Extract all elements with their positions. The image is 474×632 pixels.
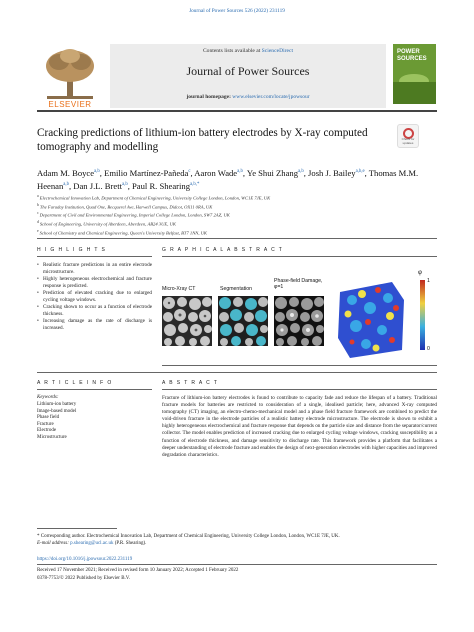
colorbar-max: 1: [427, 278, 430, 284]
author-name[interactable]: [194, 168, 243, 178]
author-affiliation-marks[interactable]: a,b: [94, 169, 100, 174]
phase-field-panel: [274, 296, 324, 346]
affiliation-mark: d: [37, 220, 40, 225]
ga-label-ct: Micro-Xray CT: [162, 286, 196, 292]
affiliation-mark: e: [37, 228, 40, 233]
author-name[interactable]: [73, 181, 127, 191]
author-affiliation-marks[interactable]: a,b,*: [190, 181, 200, 187]
author-name-text: Thomas M.M. Heenan: [37, 167, 419, 191]
article-info-rule: [37, 389, 152, 390]
crossmark-label: Check for updates: [401, 137, 415, 145]
homepage-prefix: journal homepage:: [186, 94, 233, 100]
header-divider: [37, 110, 437, 112]
highlights-rule: [37, 256, 152, 257]
damage-3d-panel: [330, 278, 412, 360]
highlight-item: • Realistic fracture predictions in an entire electrode microstructure.: [37, 262, 152, 276]
author-name-text: Dan J.L. Brett: [73, 180, 122, 191]
abstract-heading: A B S T R A C T: [162, 380, 219, 386]
graphical-abstract-bottom-rule: [162, 365, 437, 366]
ct-scan-panel: [162, 296, 212, 346]
keywords-list: [37, 402, 76, 442]
contents-line: [110, 48, 386, 54]
highlight-item: • Cracking shown to occur as a function of electrode thickness.: [37, 304, 152, 318]
author-name[interactable]: [104, 168, 190, 178]
author-name[interactable]: [37, 168, 100, 178]
email-label: E-mail address:: [37, 541, 69, 546]
author-name-text: Ye Shui Zhang: [246, 167, 299, 178]
highlight-item: • Prediction of elevated cracking due to enlarged cycling voltage windows.: [37, 290, 152, 304]
affiliation: [37, 202, 437, 211]
author-name[interactable]: [132, 181, 199, 191]
graphical-abstract-heading: G R A P H I C A L A B S T R A C T: [162, 247, 284, 253]
keyword-item: Image-based model: [37, 408, 77, 414]
affiliation-mark: a: [37, 194, 40, 198]
journal-title: Journal of Power Sources: [186, 64, 310, 78]
affiliation-text: Electrochemical Innovation Lab, Department of Chemical Engineering, University College London, London, WC1E 7JE, UK: [39, 195, 271, 201]
affiliation-divider: [37, 238, 437, 239]
abstract-rule: [162, 389, 437, 390]
keyword-item: Microstructure: [37, 434, 67, 440]
author-affiliation-marks[interactable]: a,b: [298, 169, 304, 174]
affiliation-list: [37, 193, 437, 237]
affiliation-text: School of Chemistry and Chemical Engineering, Queen's University Belfast, BT7 1NN, UK: [39, 230, 208, 236]
journal-reference[interactable]: Journal of Power Sources 526 (2022) 231119: [189, 8, 285, 14]
journal-cover-image[interactable]: [393, 44, 436, 104]
keyword-item: Lithium-ion battery: [37, 402, 77, 407]
graphical-abstract-figure: [162, 270, 437, 362]
footnote-divider: [37, 528, 117, 529]
author-name-text: Adam M. Boyce: [37, 167, 95, 178]
section-divider: [37, 372, 437, 373]
affiliation-mark: c: [37, 211, 40, 216]
highlight-item: • Increasing damage as the rate of discharge is increased.: [37, 318, 152, 332]
highlight-item: • Highly heterogeneous electrochemical and fracture response is predicted.: [37, 276, 152, 290]
email-name: (P.R. Shearing).: [114, 541, 147, 546]
author-name[interactable]: [247, 168, 304, 178]
affiliation: [37, 193, 437, 202]
affiliation: [37, 219, 437, 228]
affiliation-mark: b: [37, 202, 40, 207]
sciencedirect-link[interactable]: ScienceDirect: [261, 48, 294, 54]
author-name-text: Paul R. Shearing: [132, 180, 191, 191]
highlights-heading: H I G H L I G H T S: [37, 247, 107, 253]
affiliation-text: The Faraday Institution, Quad One, Becquerel Ave, Harwell Campus, Didcot, OX11 0RA, UK: [39, 204, 213, 210]
ga-label-damage: Phase-field Damage, φ=1: [274, 278, 323, 290]
email-link[interactable]: p.shearing@ucl.ac.uk: [70, 541, 114, 546]
author-name-text: Josh J. Bailey: [308, 167, 356, 178]
affiliation: [37, 228, 437, 237]
author-affiliation-marks[interactable]: a,b,e: [355, 169, 365, 174]
journal-homepage-line: [110, 94, 386, 100]
footnote-mark: *: [37, 534, 40, 539]
colorbar: [420, 280, 425, 350]
affiliation-text: School of Engineering, University of Aberdeen, Aberdeen, AB24 3UE, UK: [39, 221, 176, 227]
ga-label-segmentation: Segmentation: [220, 286, 253, 292]
article-title: Cracking predictions of lithium-ion battery electrodes by X-ray computed tomography and modelling: [37, 127, 368, 153]
highlights-list: [37, 262, 152, 332]
crossmark-button[interactable]: [397, 124, 419, 148]
segmentation-panel: [218, 296, 268, 346]
author-name[interactable]: [308, 168, 365, 178]
doi-divider: [37, 564, 437, 565]
elsevier-wordmark: ELSEVIER: [48, 100, 92, 109]
author-name-text: Aaron Wade: [194, 167, 238, 178]
graphical-abstract-rule: [162, 256, 437, 257]
doi-link[interactable]: https://doi.org/10.1016/j.jpowsour.2022.231119: [37, 557, 133, 562]
keyword-item: Electrode: [37, 428, 57, 434]
author-affiliation-marks[interactable]: a,b: [237, 169, 243, 174]
footnote-corresponding: Corresponding author. Electrochemical Innovation Lab, Department of Chemical Engineering, University College London, London, WC1E 7JE, UK.: [40, 534, 340, 539]
author-affiliation-marks[interactable]: a,b: [121, 181, 128, 187]
author-list: Adam M. Boyce$^{a,b}$, Emilio Martínez-Pañeda$^c$, Aaron Wade$^{a,b}$, Ye Shui Zhang$^{a,b}$, Josh J. Bailey$^{a,b,e}$, Thomas M.M. Heenan$^{a,b}$, Dan J.L. Brett$^{a,b}$, Paul R. Shearing$^{a,b,*}$: [37, 167, 419, 191]
elsevier-tree-logo: [37, 44, 103, 102]
keyword-item: Phase field: [37, 415, 60, 421]
received-dates: Received 17 November 2021; Received in revised form 10 January 2022; Accepted 1 February 2022: [37, 568, 239, 573]
contents-prefix: Contents lists available at: [202, 48, 262, 54]
affiliation-text: Department of Civil and Environmental Engineering, Imperial College London, London, SW7 2AZ, UK: [39, 213, 230, 218]
keywords-heading: Keywords:: [37, 395, 59, 400]
abstract-text: Fracture of lithium-ion battery electrodes is found to contribute to capacity fade and reduce the lifespan of a battery. Traditional fracture models for batteries are restricted to consideration of a single, idealised particle; here, advanced X-ray computed tomography (CT) imaging, an electro-chemo-mechanical model and a phase field fracture framework are combined to predict the void-driven fracture in the electrode particles of a realistic battery electrode microstructure. The electrode is shown to exhibit a highly heterogeneous electrochemical and fracture response that depends on the particle size and distance from the separator/current collector. The model enables prediction of increased cracking due to enlarged cycling voltage windows, cracking susceptibility as a function of electrode thickness, and damage sensitivity to discharge rate. This framework provides a platform that facilitates a deeper understanding of electrode fracture and enables the design of next-generation electrodes with higher capacities and improved degradation characteristics.: [162, 395, 437, 458]
author-affiliation-marks[interactable]: c: [188, 169, 191, 174]
colorbar-min: 0: [427, 346, 430, 352]
keyword-item: Fracture: [37, 421, 54, 427]
author-name-text: Emilio Martínez-Pañeda: [104, 167, 189, 178]
corresponding-author-footnote: [37, 533, 437, 547]
colorbar-symbol: φ: [418, 270, 422, 276]
issn-copyright: 0378-7753/© 2022 Published by Elsevier B.V.: [37, 576, 131, 581]
affiliation: [37, 210, 437, 219]
homepage-link[interactable]: www.elsevier.com/locate/jpowsour: [232, 94, 310, 100]
author-affiliation-marks[interactable]: a,b: [63, 181, 69, 187]
article-info-heading: A R T I C L E I N F O: [37, 380, 113, 386]
cover-title: POWER SOURCES: [397, 49, 427, 62]
